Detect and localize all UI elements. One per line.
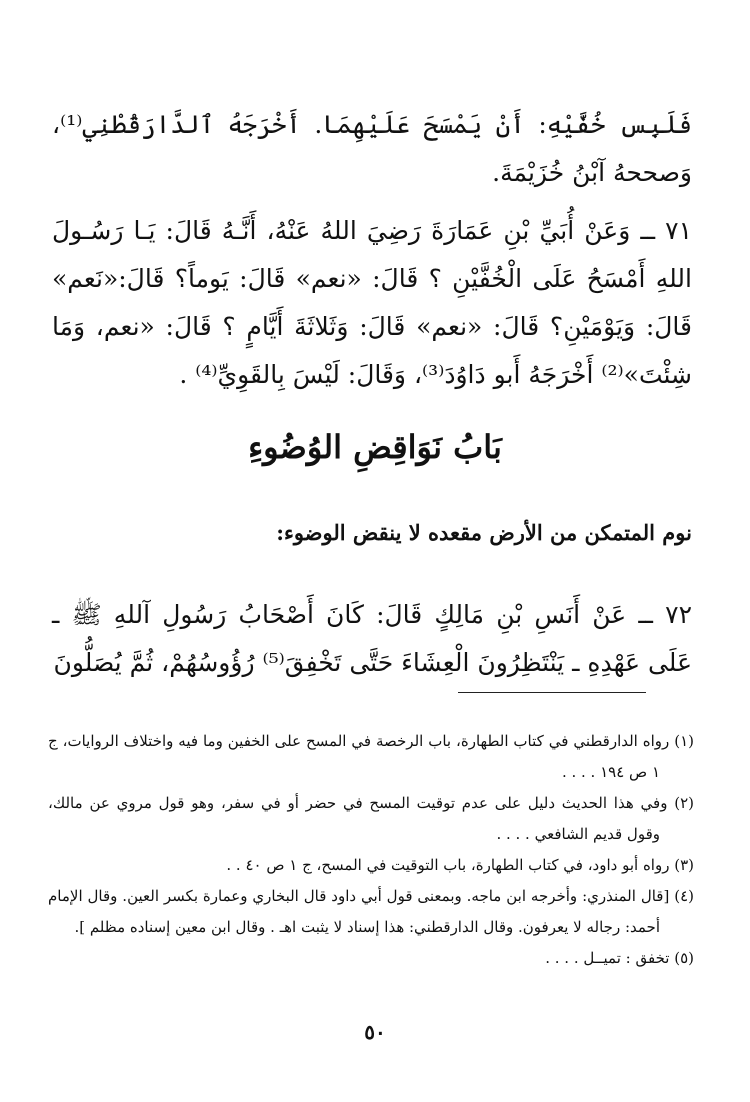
chapter-title: بَابُ نَوَاقِضِ الوُضُوءِ — [248, 428, 502, 466]
footnote-divider — [458, 692, 646, 693]
page-number: ٥٠ — [364, 1020, 386, 1044]
footnote-5: (٥) تخفق : تميــل . . . . — [545, 949, 694, 967]
footnotes — [48, 726, 694, 974]
footnote-3: (٣) رواه أبو داود، في كتاب الطهارة، باب التوقيت في المسح، ج ١ ص ٤٠ . . — [226, 856, 694, 874]
hadith-72: ٧٢ ــ عَنْ أَنَسِ بْنِ مَالِكٍ قَالَ: كَانَ أَصْحَابُ رَسُولِ آللهِ ﷺ ـ عَلَى عَهْدِهِ ـ يَنْتَظِرُونَ الْعِشَاءَ حَتَّى تَخْفِقَ⁽⁵⁾ رُؤُوسُهُمْ، ثُمَّ يُصَلُّونَ — [52, 600, 692, 677]
footnote-1: (١) رواه الدارقطني في كتاب الطهارة، باب الرخصة في المسح على الخفين وما فيه واختلاف الروايات، ج ١ ص ١٩٤ . . . . — [48, 732, 694, 781]
section-heading: نوم المتمكن من الأرض مقعده لا ينقض الوضوء: — [276, 520, 692, 545]
footnote-2: (٢) وفي هذا الحديث دليل على عدم توقيت المسح في حضر أو في سفر، وهو قول مروي عن مالك، وقول قديم الشافعي . . . . — [48, 794, 694, 843]
hadith-71: ٧١ ــ وَعَنْ أُبَيِّ بْنِ عَمَارَةَ رَضِيَ اللهُ عَنْهُ، أَنَّـهُ قَالَ: يَـا رَسُـولَ اللهِ أَمْسَحُ عَلَى الْخُفَّيْنِ ؟ قَالَ: «نعم» قَالَ: يَوماً؟ قَالَ:«نَعم» قَالَ: وَيَوْمَيْنِ؟ قَالَ: «نعم» قَالَ: وَثَلاثَةَ أَيَّامٍ ؟ قَالَ: «نعم، وَمَا شِئْتَ»⁽²⁾ أَخْرَجَهُ أَبو دَاوُدَ⁽³⁾، وَقَالَ: لَيْسَ بِالقَوِيِّ⁽⁴⁾ . — [52, 216, 692, 389]
footnote-4: (٤) [قال المنذري: وأخرجه ابن ماجه. وبمعنى قول أبي داود قال البخاري وعمارة بكسر العين. وقال الإمام أحمد: رجاله لا يعرفون. وقال الدارقطني: هذا إسناد لا يثبت اهـ . وقال ابن معين إسناده مظلم ]. — [48, 887, 694, 936]
paragraph-continuation: فَلَبِس خُفَّيْهِ: أَنْ يَمْسَحَ عَلَيْهِمَا. أَخْرَجَهُ ٱلدَّارَقُطْنِي⁽¹⁾، وَصححهُ آبْنُ خُزَيْمَةَ. — [52, 110, 692, 187]
